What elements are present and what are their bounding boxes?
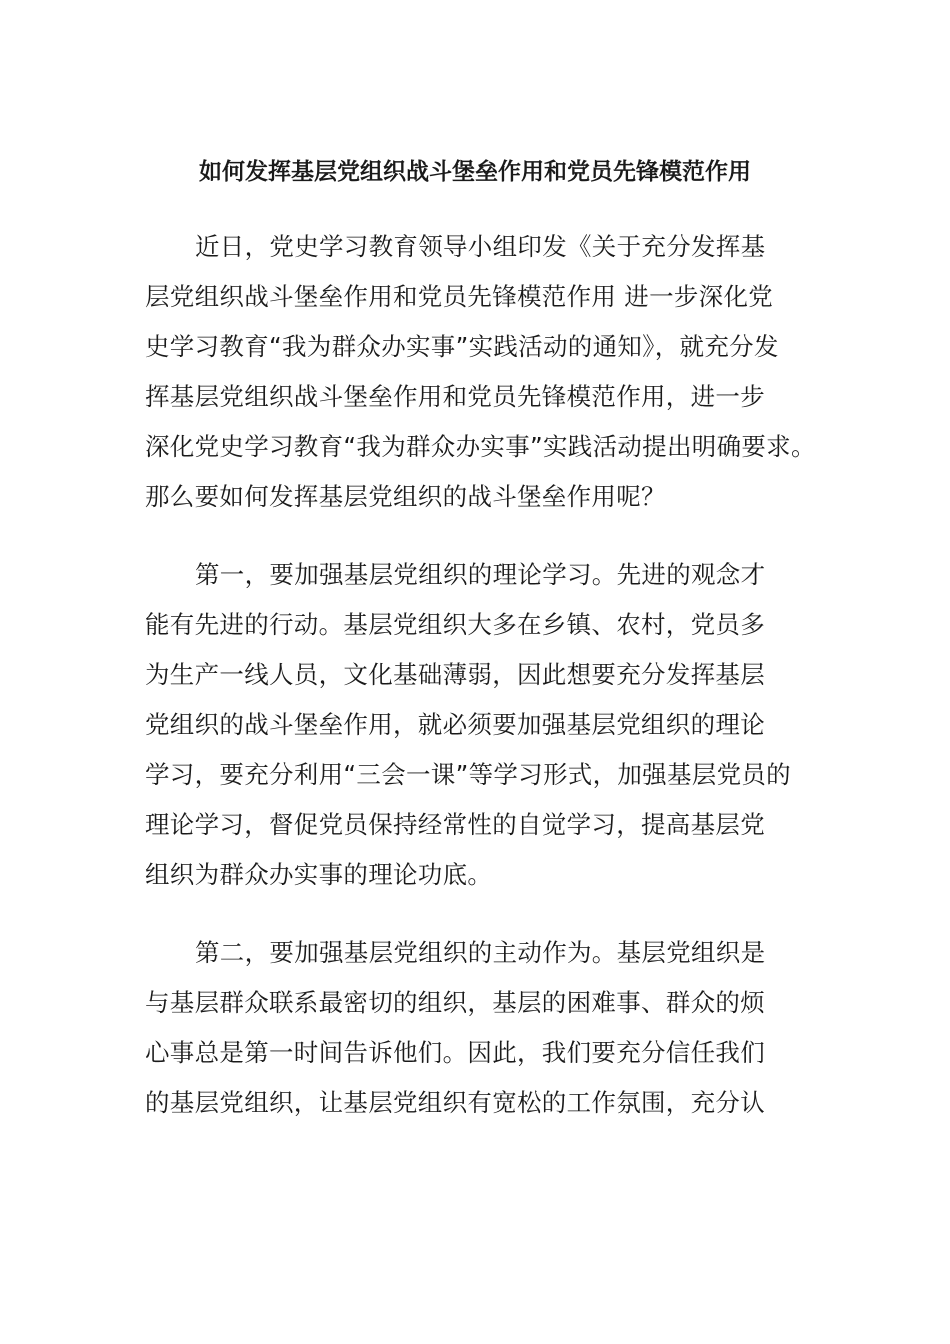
paragraph-line: 深化党史学习教育“我为群众办实事”实践活动提出明确要求。	[145, 432, 816, 461]
paragraph-line: 史学习教育“我为群众办实事”实践活动的通知》，就充分发	[145, 332, 779, 361]
paragraph-line: 那么要如何发挥基层党组织的战斗堡垒作用呢？	[145, 482, 666, 511]
paragraph-line: 党组织的战斗堡垒作用，就必须要加强基层党组织的理论	[145, 710, 765, 739]
paragraph-line: 与基层群众联系最密切的组织，基层的困难事、群众的烦	[145, 988, 765, 1017]
paragraph-line: 第二，要加强基层党组织的主动作为。基层党组织是	[195, 938, 766, 967]
paragraph-line: 能有先进的行动。基层党组织大多在乡镇、农村，党员多	[145, 610, 765, 639]
paragraph-line: 层党组织战斗堡垒作用和党员先锋模范作用 进一步深化党	[145, 282, 774, 311]
paragraph-line: 学习，要充分利用“三会一课”等学习形式，加强基层党员的	[145, 760, 791, 789]
paragraph-line: 理论学习，督促党员保持经常性的自觉学习，提高基层党	[145, 810, 765, 839]
document-title: 如何发挥基层党组织战斗堡垒作用和党员先锋模范作用	[199, 159, 751, 185]
paragraph-second-point	[145, 928, 825, 1128]
paragraph-intro	[145, 222, 825, 522]
paragraph-first-point	[145, 550, 825, 900]
paragraph-line: 组织为群众办实事的理论功底。	[145, 860, 493, 889]
paragraph-line: 挥基层党组织战斗堡垒作用和党员先锋模范作用，进一步	[145, 382, 765, 411]
paragraph-line: 近日，党史学习教育领导小组印发《关于充分发挥基	[195, 232, 766, 261]
paragraph-line: 第一，要加强基层党组织的理论学习。先进的观念才	[195, 560, 766, 589]
paragraph-line: 心事总是第一时间告诉他们。因此，我们要充分信任我们	[145, 1038, 765, 1067]
paragraph-line: 的基层党组织，让基层党组织有宽松的工作氛围，充分认	[145, 1088, 765, 1117]
paragraph-line: 为生产一线人员，文化基础薄弱，因此想要充分发挥基层	[145, 660, 765, 689]
